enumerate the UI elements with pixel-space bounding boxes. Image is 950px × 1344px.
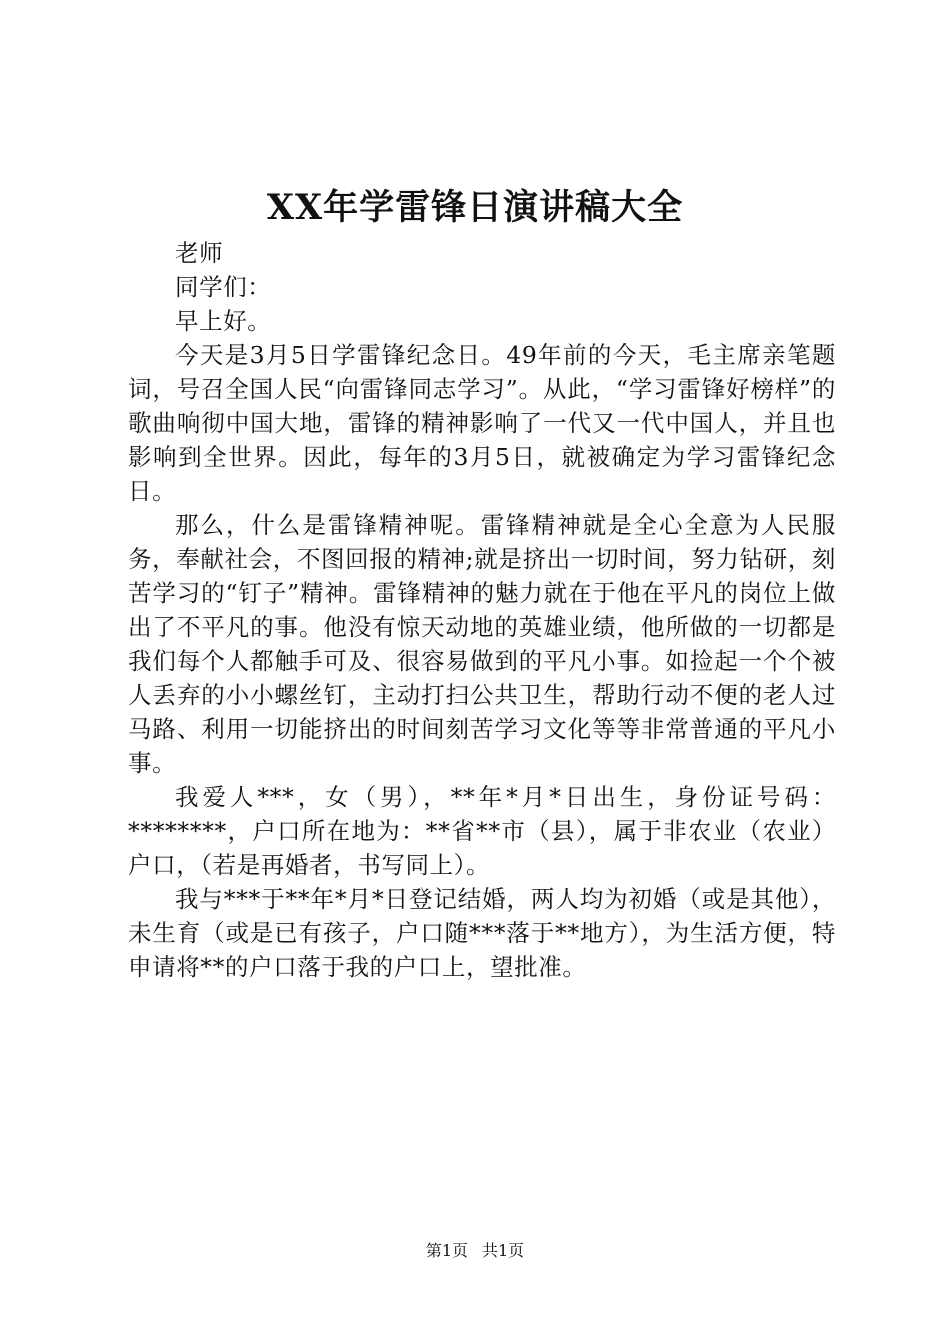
paragraph-spouse-info: 我爱人***，女（男），**年*月*日出生，身份证号码：********，户口所在地为：**省**市（县），属于非农业（农业）户口，（若是再婚者，书写同上）。 — [128, 783, 836, 879]
greeting: 早上好。 — [175, 307, 272, 335]
paragraph-intro: 今天是3月5日学雷锋纪念日。49年前的今天，毛主席亲笔题词，号召全国人民“向雷锋同志学习”。从此，“学习雷锋好榜样”的歌曲响彻中国大地，雷锋的精神影响了一代又一代中国人，并且也影响到全世界。因此，每年的3月5日，就被确定为学习雷锋纪念日。 — [128, 341, 836, 505]
salutation-students: 同学们： — [175, 273, 272, 301]
paragraph-application: 我与***于**年*月*日登记结婚，两人均为初婚（或是其他），未生育（或是已有孩子，户口随***落于**地方），为生活方便，特申请将**的户口落于我的户口上，望批准。 — [128, 885, 836, 981]
page-footer — [0, 1240, 950, 1262]
paragraph-spirit: 那么，什么是雷锋精神呢。雷锋精神就是全心全意为人民服务，奉献社会，不图回报的精神;就是挤出一切时间，努力钻研，刻苦学习的“钉子”精神。雷锋精神的魅力就在于他在平凡的岗位上做出了不平凡的事。他没有惊天动地的英雄业绩，他所做的一切都是我们每个人都触手可及、很容易做到的平凡小事。如捡起一个个被人丢弃的小小螺丝钉，主动打扫公共卫生，帮助行动不便的老人过马路、利用一切能挤出的时间刻苦学习文化等等非常普通的平凡小事。 — [128, 511, 836, 777]
document-title: XX年学雷锋日演讲稿大全 — [266, 187, 684, 228]
page-total: 共1页 — [482, 1241, 525, 1260]
page-number: 第1页 — [425, 1241, 468, 1260]
document-body — [128, 236, 836, 984]
salutation-teacher: 老师 — [175, 239, 224, 267]
